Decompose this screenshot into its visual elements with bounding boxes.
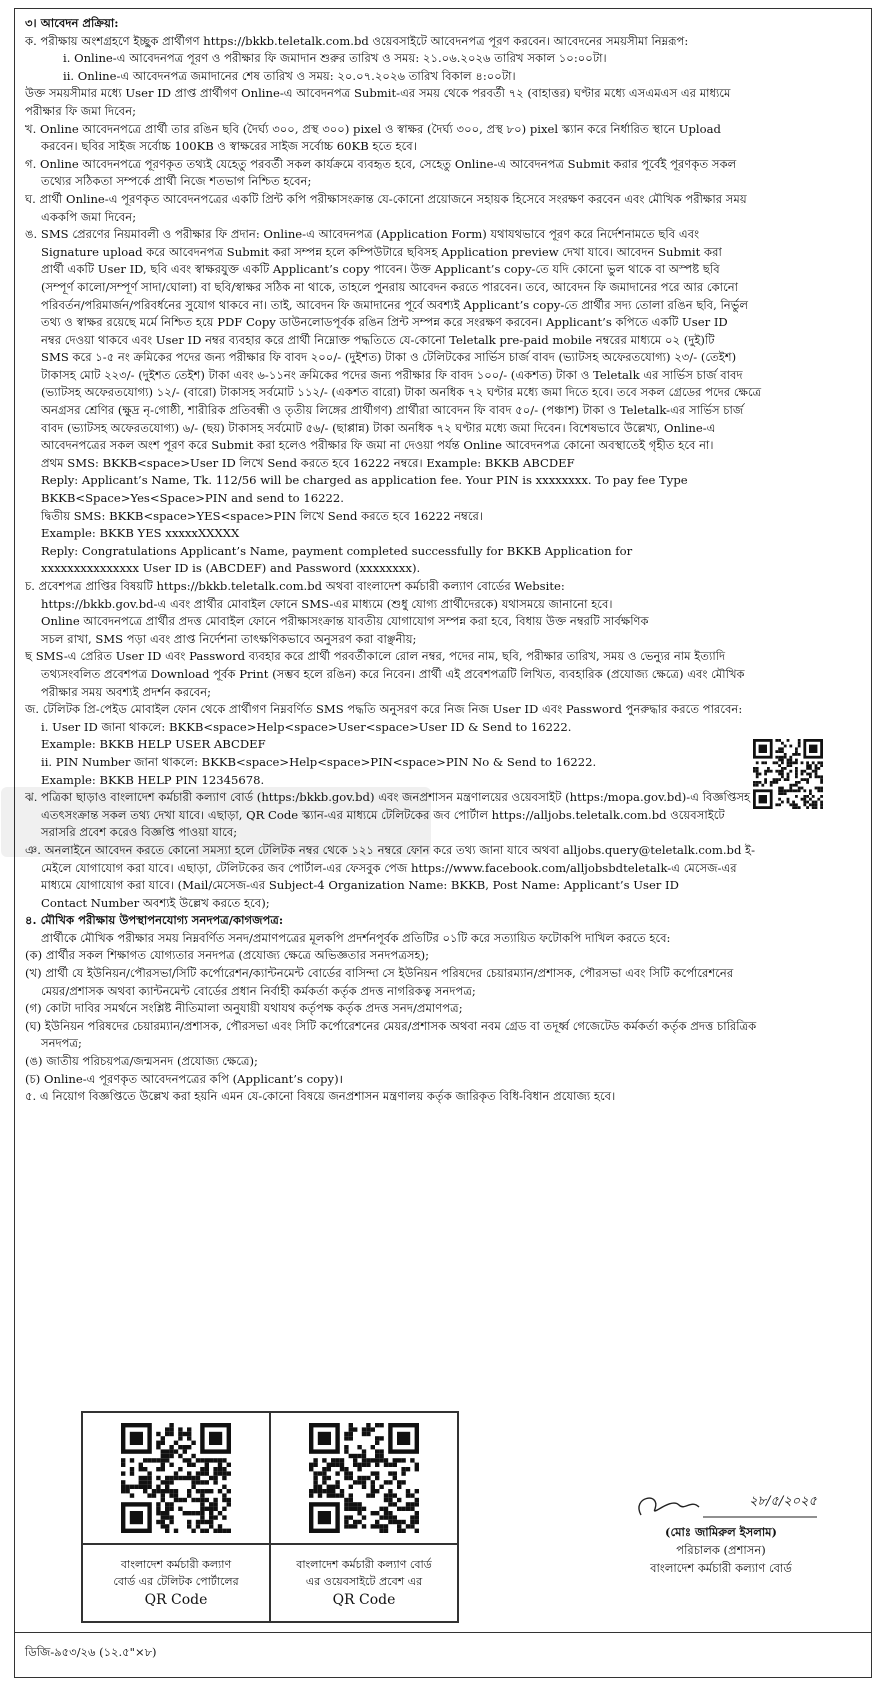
text-line: সরাসরি প্রবেশ করেও বিজ্ঞপ্তি পাওয়া যাবে; — [41, 825, 238, 840]
text-line: (খ) প্রার্থী যে ইউনিয়ন/পৌরসভা/সিটি কর্পোরেশন/ক্যান্টনমেন্ট বোর্ডের বাসিন্দা সে ইউনিয়ন পরিষদের চেয়ারম্যান/প্রশাসক, পৌরসভা এবং সিটি কর্পোরেশনের — [25, 966, 734, 981]
text-line: Example: BKKB HELP PIN 12345678. — [41, 772, 265, 787]
text-line: তথ্যের সঠিকতা সম্পর্কে প্রার্থী নিজে শতভাগ নিশ্চিত হবেন; — [41, 174, 312, 189]
qr-caption-teletalk — [82, 1544, 270, 1622]
text-line: মাধ্যমে যোগাযোগ করা যাবে। (Mail/মেসেজ-এর Subject-4 Organization Name: BKKB, Post Name: Applicant’s User ID — [41, 878, 679, 893]
signatory-org: বাংলাদেশ কর্মচারী কল্যাণ বোর্ড — [650, 1561, 792, 1575]
text-line: সচল রাখা, SMS পড়া এবং প্রাপ্ত নির্দেশনা তাৎক্ষণিকভাবে অনুসরণ করা বাঞ্ছনীয়; — [41, 631, 417, 646]
text-line: প্রথম SMS: BKKB<space>User ID লিখে Send করতে হবে 16222 নম্বরে। Example: BKKB ABCDEF — [41, 455, 575, 470]
text-line: তথ্য ও স্বাক্ষর রয়েছে মর্মে নিশ্চিত হয়ে PDF Copy ডাউনলোডপূর্বক রঙিন প্রিন্ট সম্পন্ন করে সংরক্ষণ করবেন। Applicant’s কপিতে একটি User ID — [41, 315, 728, 330]
document-page — [14, 8, 872, 1678]
text-line: খ. Online আবেদনপত্রে প্রার্থী তার রঙিন ছবি (দৈর্ঘ্য ৩০০, প্রস্থ ৩০০) pixel ও স্বাক্ষর (দৈর্ঘ্য ৩০০, প্রস্থ ৮০) pixel স্ক্যান করে নির্ধারিত স্থানে Upload — [25, 121, 721, 136]
text-line: Signature upload করে আবেদনপত্র Submit করা সম্পন্ন হলে কম্পিউটারে ছবিসহ Application preview দেখা যাবে। আবেদন Submit করা — [41, 244, 722, 259]
text-line: ঙ. SMS প্রেরণের নিয়মাবলী ও পরীক্ষার ফি প্রদান: Online-এ আবেদনপত্র (Application Form) যথাযথভাবে পূরণ করে নির্দেশনামতে ছবি এবং — [25, 227, 700, 242]
text-line: পরীক্ষার ফি জমা দিবেন; — [25, 103, 137, 118]
qr-cell-teletalk — [82, 1412, 270, 1544]
text-line: উক্ত সময়সীমার মধ্যে User ID প্রাপ্ত প্রার্থীগণ Online-এ আবেদনপত্র Submit-এর সময় থেকে পরবর্তী ৭২ (বাহাত্তর) ঘণ্টার মধ্যে এসএমএস এর মাধ্যমে — [25, 86, 731, 101]
text-line: ii. Online-এ আবেদনপত্র জমাদানের শেষ তারিখ ও সময়: ২০.০৭.২০২৬ তারিখ বিকাল ৪:০০টা। — [63, 68, 516, 83]
text-line: i. Online-এ আবেদনপত্র পূরণ ও পরীক্ষার ফি জমাদান শুরুর তারিখ ও সময়: ২১.০৬.২০২৬ তারিখ সকাল ১০:০০টা। — [63, 51, 607, 66]
text-line: Example: BKKB HELP USER ABCDEF — [41, 737, 266, 752]
inline-qr-code-icon — [753, 739, 823, 809]
qr-caption-line: বাংলাদেশ কর্মচারী কল্যাণ — [120, 1558, 232, 1571]
text-line: পরীক্ষার সময় অবশ্যই প্রদর্শন করবেন; — [41, 684, 212, 699]
text-line: (সম্পূর্ণ কালো/সম্পূর্ণ সাদা/ঘোলা) বা ছবি/স্বাক্ষর সঠিক না থাকে, তাহলে পুনরায় আবেদন করতে পারবেন। তবে, আবেদন ফি জমাদানের পরে আর কোনো — [41, 279, 739, 294]
text-line: (ঙ) জাতীয় পরিচয়পত্র/জন্মসনদ (প্রযোজ্য ক্ষেত্রে); — [25, 1054, 258, 1069]
signature-date: ২৮/৫/২০২৫ — [749, 1494, 817, 1509]
qr-code-icon — [121, 1423, 231, 1533]
text-line: i. User ID জানা থাকলে: BKKB<space>Help<space>User<space>User ID & Send to 16222. — [41, 719, 572, 734]
text-line: এতৎসংক্রান্ত সকল তথ্য দেখা যাবে। এছাড়া, QR Code স্ক্যান-এর মাধ্যমে টেলিটকের জব পোর্টাল https://alljobs.teletalk.com.bd ওয়েবসাইটে — [41, 807, 725, 822]
text-line: (চ) Online-এ পূরণকৃত আবেদনপত্রের কপি (Applicant’s copy)। — [25, 1071, 343, 1086]
text-line: প্রার্থীকে মৌখিক পরীক্ষার সময় নিম্নবর্ণিত সনদ/প্রমাণপত্রের মূলকপি প্রদর্শনপূর্বক প্রতিটির ০১টি করে সত্যায়িত ফটোকপি দাখিল করতে হবে: — [41, 930, 671, 945]
text-line: ৩। আবেদন প্রক্রিয়া: — [25, 16, 119, 30]
signature-mark — [611, 1487, 831, 1523]
qr-caption-line: বাংলাদেশ কর্মচারী কল্যাণ বোর্ড — [296, 1558, 432, 1571]
text-line: BKKB<Space>Yes<Space>PIN and send to 16222. — [41, 491, 344, 506]
text-line: ৫. এ নিয়োগ বিজ্ঞপ্তিতে উল্লেখ করা হয়নি এমন যে-কোনো বিষয়ে জনপ্রশাসন মন্ত্রণালয় কর্তৃক জারিকৃত বিধি-বিধান প্রযোজ্য হবে। — [25, 1089, 616, 1104]
qr-code-icon — [753, 739, 823, 809]
text-line: (ভ্যাটসহ অফেরতযোগ্য) ১২/- (বারো) টাকাসহ সর্বমোট ১১২/- (একশত বারো) টাকা অনধিক ৭২ ঘণ্টার মধ্যে জমা দিতে হবে। তবে সকল গ্রেডের পদের ক্ষেত্রে — [41, 385, 762, 400]
text-line: গ. Online আবেদনপত্রে পূরণকৃত তথ্যই যেহেতু পরবর্তী সকল কার্যক্রমে ব্যবহৃত হবে, সেহেতু Online-এ আবেদনপত্র Submit করার পূর্বেই পূরণকৃত সকল — [25, 156, 737, 171]
text-line: (গ) কোটা দাবির সমর্থনে সংশ্লিষ্ট নীতিমালা অনুযায়ী যথাযথ কর্তৃপক্ষ কর্তৃক প্রদত্ত সনদ/প্রমাণপত্র; — [25, 1001, 463, 1016]
qr-caption-label: QR Code — [144, 1592, 208, 1608]
signatory-name: (মোঃ জামিরুল ইসলাম) — [665, 1525, 777, 1539]
text-line: চ. প্রবেশপত্র প্রাপ্তির বিষয়টি https://bkkb.teletalk.com.bd অথবা বাংলাদেশ কর্মচারী কল্যাণ বোর্ডের Website: — [25, 579, 565, 593]
qr-cell-website — [270, 1412, 458, 1544]
text-line: ii. PIN Number জানা থাকলে: BKKB<space>Help<space>PIN<space>PIN No & Send to 16222. — [41, 754, 597, 769]
text-line: দ্বিতীয় SMS: BKKB<space>YES<space>PIN লিখে Send করতে হবে 16222 নম্বরে। — [41, 508, 484, 523]
text-line: xxxxxxxxxxxxxxx User ID is (ABCDEF) and Password (xxxxxxxx). — [41, 561, 421, 576]
text-line: পরিবর্তন/পরিমার্জন/পরিবর্ধনের সুযোগ থাকবে না। তাই, আবেদন ফি জমাদানের পূর্বে অবশ্যই Applicant’s copy-তে প্রার্থীর সদ্য তোলা রঙিন ছবি, নির্ভুল — [41, 297, 748, 312]
text-line: নম্বর দেওয়া থাকবে এবং User ID নম্বর ব্যবহার করে প্রার্থী নিম্নোক্ত পদ্ধতিতে যে-কোনো Teletalk pre-paid mobile নম্বরের মাধ্যমে ০২ (দুই)টি — [41, 332, 715, 347]
text-line: SMS করে ১-৫ নং ক্রমিকের পদের জন্য পরীক্ষার ফি বাবদ ২০০/- (দুইশত) টাকা ও টেলিটকের সার্ভিস চার্জ বাবদ (ভ্যাটসহ অফেরতযোগ্য) ২৩/- (তেইশ) — [41, 350, 737, 365]
text-line: প্রার্থী একটি User ID, ছবি এবং স্বাক্ষরযুক্ত একটি Applicant’s copy পাবেন। উক্ত Applicant’s copy-তে যদি কোনো ভুল থাকে বা অস্পষ্ট ছবি — [41, 262, 720, 277]
text-line: Contact Number অবশ্যই উল্লেখ করতে হবে); — [41, 895, 270, 910]
qr-caption-line: এর ওয়েবসাইটে প্রবেশ এর — [305, 1575, 423, 1588]
text-line: ঝ. পত্রিকা ছাড়াও বাংলাদেশ কর্মচারী কল্যাণ বোর্ড (https:/bkkb.gov.bd) এবং জনপ্রশাসন মন্ত্রণালয়ের ওয়েবসাইট (https:/mopa.gov.bd)-এ বিজ্ঞপ্তিসহ — [25, 790, 751, 805]
text-line: (ঘ) ইউনিয়ন পরিষদের চেয়ারম্যান/প্রশাসক, পৌরসভা এবং সিটি কর্পোরেশনের মেয়র/প্রশাসক অথবা নবম গ্রেড বা তদূর্ধ্ব গেজেটেড কর্মকর্তা কর্তৃক প্রদত্ত চারিত্রিক — [25, 1018, 757, 1033]
text-line: আবেদনপত্রের সকল অংশ পূরণ করে Submit করা হলেও পরীক্ষার ফি জমা না দেওয়া পর্যন্ত Online আবেদনপত্র কোনো অবস্থাতেই গৃহীত হবে না। — [41, 438, 714, 453]
text-line: মেয়র/প্রশাসক অথবা ক্যান্টনমেন্ট বোর্ডের প্রধান নির্বাহী কর্মকর্তা কর্তৃক প্রদত্ত নাগরিকত্ব সনদপত্র; — [41, 983, 476, 998]
text-line: তথ্যসংবলিত প্রবেশপত্র Download পূর্বক Print (সম্ভব হলে রঙিন) করে নিবেন। প্রার্থী এই প্রবেশপত্রটি লিখিত, ব্যবহারিক (প্রযোজ্য ক্ষেত্রে) এবং মৌখিক — [41, 666, 745, 681]
text-line: Online আবেদনপত্রে প্রার্থীর প্রদত্ত মোবাইল ফোনে পরীক্ষাসংক্রান্ত যাবতীয় যোগাযোগ সম্পন্ন করা হবে, বিধায় উক্ত নম্বরটি সার্বক্ষণিক — [41, 614, 649, 629]
text-line: ঘ. প্রার্থী Online-এ পূরণকৃত আবেদনপত্রের একটি প্রিন্ট কপি পরীক্ষাসংক্রান্ত যে-কোনো প্রয়োজনে সহায়ক হিসেবে সংরক্ষণ করবেন এবং মৌখিক পরীক্ষার সময় — [25, 191, 747, 206]
text-line: ৪. মৌখিক পরীক্ষায় উপস্থাপনযোগ্য সনদপত্র/কাগজপত্র: — [25, 913, 284, 928]
qr-caption-website — [270, 1544, 458, 1622]
text-line: মেইলে যোগাযোগ করা যাবে। এছাড়া, টেলিটকের জব পোর্টাল-এর ফেসবুক পেজ https://www.facebook.com/alljobsbdteletalk-এ মেসেজ-এর — [41, 860, 737, 875]
text-line: এককপি জমা দিবেন; — [41, 209, 137, 224]
footer-divider — [15, 1632, 871, 1633]
signature-block — [611, 1487, 831, 1577]
watermark — [1, 787, 431, 857]
text-line: জ. টেলিটক প্রি-পেইড মোবাইল ফোন থেকে প্রার্থীগণ নিম্নবর্ণিত SMS পদ্ধতি অনুসরণ করে নিজ নিজ User ID এবং Password পুনরুদ্ধার করতে পারবেন: — [25, 702, 743, 717]
qr-caption-line: বোর্ড এর টেলিটক পোর্টালের — [113, 1575, 239, 1588]
text-line: https://bkkb.gov.bd-এ এবং প্রার্থীর মোবাইল ফোনে SMS-এর মাধ্যমে (শুধু যোগ্য প্রার্থীদেরকে) যথাসময়ে জানানো হবে। — [41, 596, 613, 611]
text-line: বাবদ (ভ্যাটসহ অফেরতযোগ্য) ৬/- (ছয়) টাকাসহ সর্বমোট ৫৬/- (ছাপ্পান্ন) টাকা অনধিক ৭২ ঘণ্টার মধ্যে জমা দিবেন। বিশেষভাবে উল্লেখ্য, Online-এ — [41, 420, 716, 435]
text-line: করবেন। ছবির সাইজ সর্বোচ্চ 100KB ও স্বাক্ষরের সাইজ সর্বোচ্চ 60KB হতে হবে। — [41, 139, 417, 154]
footer-code: ডিজি-৯৫৩/২৬ (১২.৫"×৮) — [25, 1645, 157, 1659]
text-line: Reply: Congratulations Applicant’s Name, payment completed successfully for BKKB Application for — [41, 543, 633, 558]
text-line: অনগ্রসর শ্রেণির (ক্ষুদ্র নৃ-গোষ্ঠী, শারীরিক প্রতিবন্ধী ও তৃতীয় লিঙ্গের প্রার্থীগণ) প্রার্থীরা আবেদন ফি বাবদ ৫০/- (পঞ্চাশ) টাকা ও Teletalk-এর সার্ভিস চার্জ — [41, 403, 744, 418]
document-body — [25, 15, 861, 1106]
qr-code-icon — [309, 1423, 419, 1533]
qr-code-table — [81, 1411, 459, 1623]
text-line: Reply: Applicant’s Name, Tk. 112/56 will be charged as application fee. Your PIN is xxxxxxxx. To pay fee Type — [41, 473, 688, 488]
text-line: ঞ. অনলাইনে আবেদন করতে কোনো সমস্যা হলে টেলিটক নম্বর থেকে ১২১ নম্বরে ফোন করে তথ্য জানা যাবে অথবা alljobs.query@teletalk.com.bd ই- — [25, 842, 756, 857]
text-line: ক. পরীক্ষায় অংশগ্রহণে ইচ্ছুক প্রার্থীগণ https://bkkb.teletalk.com.bd ওয়েবসাইটে আবেদনপত্র পূরণ করবেন। আবেদনের সময়সীমা নিম্নরূপ: — [25, 33, 689, 48]
text-line: (ক) প্রার্থীর সকল শিক্ষাগত যোগ্যতার সনদপত্র (প্রযোজ্য ক্ষেত্রে অভিজ্ঞতার সনদপত্রসহ); — [25, 948, 430, 963]
text-line: সনদপত্র; — [41, 1036, 82, 1051]
text-line: টাকাসহ মোট ২২৩/- (দুইশত তেইশ) টাকা এবং ৬-১১নং ক্রমিকের পদের জন্য পরীক্ষার ফি বাবদ ১০০/- (একশত) টাকা ও Teletalk এর সার্ভিস চার্জ বাবদ — [41, 367, 743, 382]
signatory-title: পরিচালক (প্রশাসন) — [676, 1543, 766, 1557]
text-line: ছ SMS-এ প্রেরিত User ID এবং Password ব্যবহার করে প্রার্থী পরবর্তীকালে রোল নম্বর, পদের নাম, ছবি, পরীক্ষার তারিখ, সময় ও ভেন্যুর নাম ইত্যাদি — [25, 649, 726, 664]
text-line: Example: BKKB YES xxxxxXXXXX — [41, 526, 240, 541]
qr-caption-label: QR Code — [332, 1592, 396, 1608]
